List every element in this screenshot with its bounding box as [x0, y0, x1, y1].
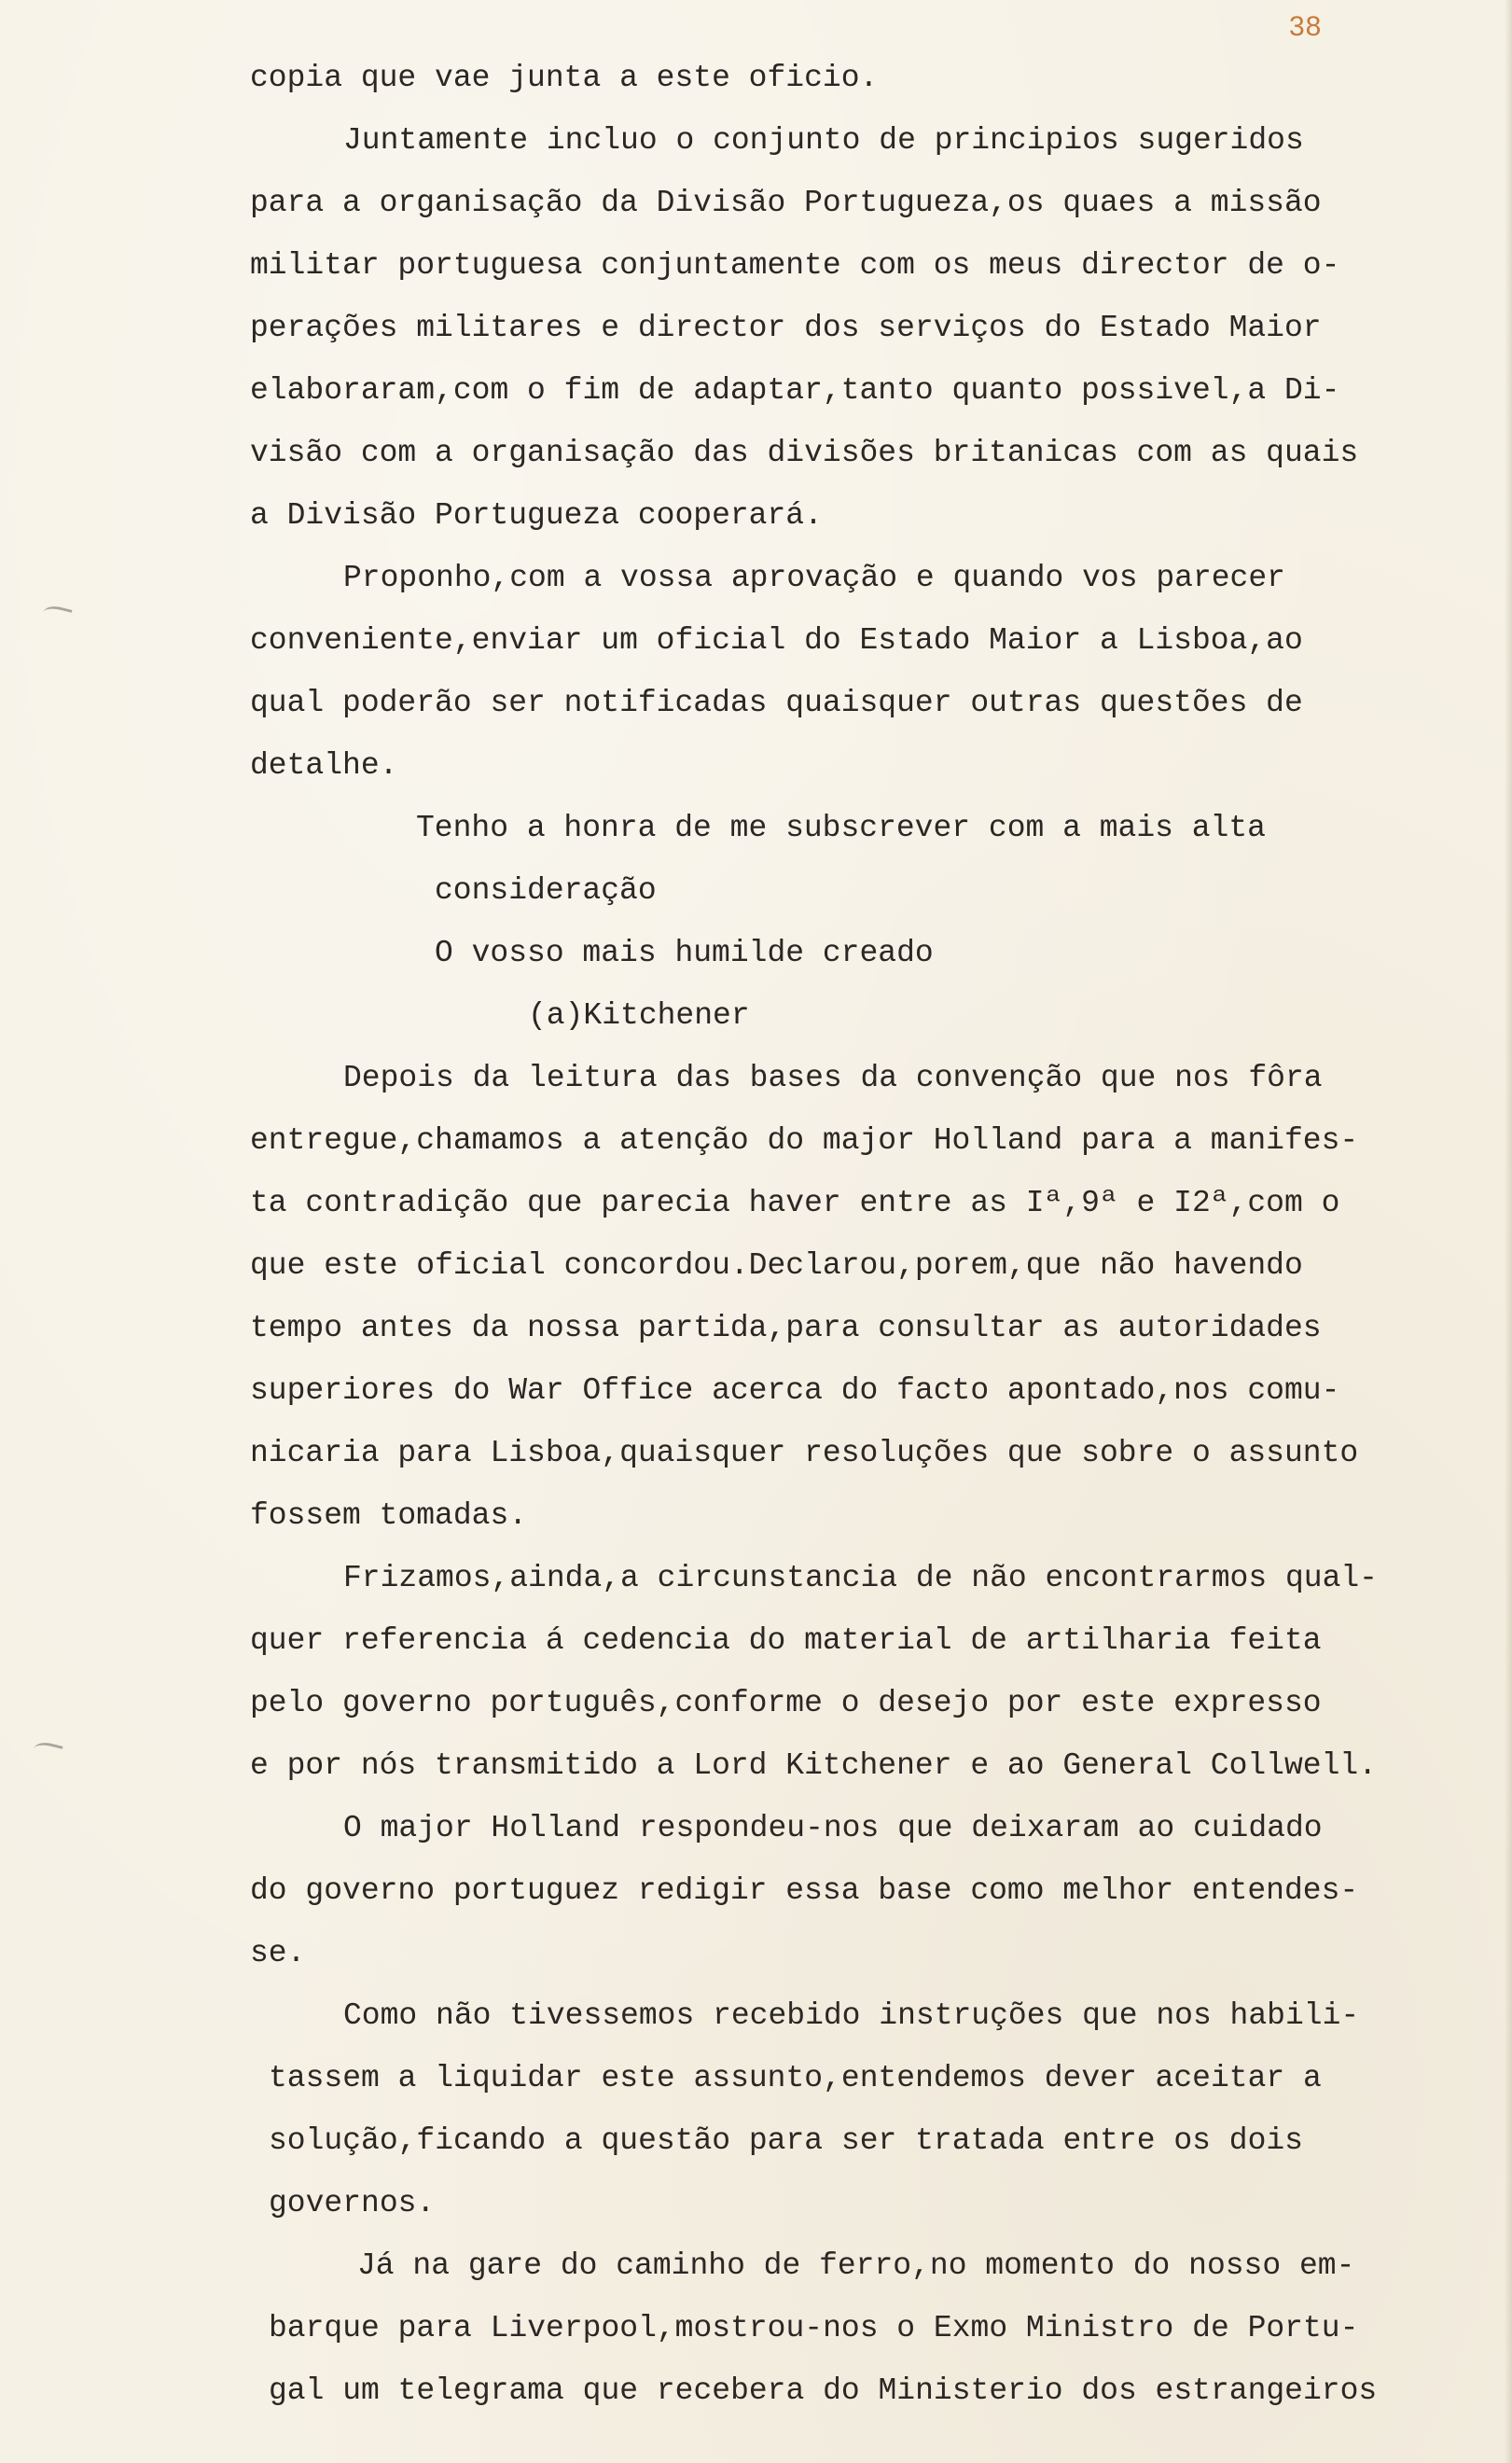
text-line: copia que vae junta a este oficio.	[250, 61, 879, 95]
text-line: quer referencia á cedencia do material de artilharia feita	[250, 1623, 1322, 1658]
text-line: Proponho,com a vossa aprovação e quando vos parecer	[343, 561, 1285, 595]
margin-mark	[41, 604, 72, 626]
text-line: detalhe.	[250, 748, 398, 783]
text-line: Juntamente incluo o conjunto de principios sugeridos	[343, 123, 1304, 158]
text-line: elaboraram,com o fim de adaptar,tanto quanto possivel,a Di-	[250, 373, 1340, 408]
text-line: pelo governo português,conforme o desejo por este expresso	[250, 1686, 1322, 1720]
text-line: Como não tivessemos recebido instruções que nos habili-	[343, 1998, 1360, 2033]
text-line: perações militares e director dos serviços do Estado Maior	[250, 311, 1322, 345]
text-line: barque para Liverpool,mostrou-nos o Exmo Ministro de Portu-	[269, 2311, 1359, 2345]
page-number: 38	[1289, 11, 1323, 42]
text-line: O major Holland respondeu-nos que deixaram ao cuidado	[343, 1811, 1323, 1845]
text-line: solução,ficando a questão para ser tratada entre os dois	[269, 2123, 1303, 2158]
text-line: se.	[250, 1936, 306, 1970]
text-line: consideração	[435, 873, 657, 908]
text-line: visão com a organisação das divisões britanicas com as quais	[250, 436, 1359, 470]
text-line: tassem a liquidar este assunto,entendemos dever aceitar a	[269, 2061, 1322, 2095]
text-line: superiores do War Office acerca do facto apontado,nos comu-	[250, 1373, 1340, 1408]
text-line: e por nós transmitido a Lord Kitchener e ao General Collwell.	[250, 1748, 1377, 1783]
page-edge-shadow	[1505, 0, 1512, 2463]
text-line: militar portuguesa conjuntamente com os meus director de o-	[250, 248, 1340, 283]
text-line: do governo portuguez redigir essa base como melhor entendes-	[250, 1873, 1359, 1908]
text-line: que este oficial concordou.Declarou,porem,que não havendo	[250, 1248, 1303, 1283]
signature-line: (a)Kitchener	[528, 998, 750, 1033]
text-line: gal um telegrama que recebera do Ministerio dos estrangeiros	[269, 2373, 1378, 2408]
margin-mark	[32, 1740, 62, 1762]
text-line: a Divisão Portugueza cooperará.	[250, 498, 823, 533]
text-line: Depois da leitura das bases da convenção que nos fôra	[343, 1061, 1323, 1095]
text-line: conveniente,enviar um oficial do Estado Maior a Lisboa,ao	[250, 623, 1303, 658]
text-line: tempo antes da nossa partida,para consultar as autoridades	[250, 1311, 1322, 1345]
text-line: Frizamos,ainda,a circunstancia de não encontrarmos qual-	[343, 1561, 1378, 1595]
text-line: Já na gare do caminho de ferro,no momento do nosso em-	[357, 2248, 1355, 2283]
text-line: fossem tomadas.	[250, 1498, 528, 1533]
text-line: para a organisação da Divisão Portugueza,os quaes a missão	[250, 186, 1322, 220]
text-line: governos.	[269, 2186, 436, 2220]
text-line: Tenho a honra de me subscrever com a mais alta	[416, 811, 1266, 845]
text-line: entregue,chamamos a atenção do major Holland para a manifes-	[250, 1123, 1359, 1158]
text-line: O vosso mais humilde creado	[435, 936, 934, 970]
text-line: qual poderão ser notificadas quaisquer outras questões de	[250, 686, 1303, 720]
text-line: nicaria para Lisboa,quaisquer resoluções que sobre o assunto	[250, 1436, 1359, 1470]
text-line: ta contradição que parecia haver entre as Iª,9ª e I2ª,com o	[250, 1186, 1340, 1220]
